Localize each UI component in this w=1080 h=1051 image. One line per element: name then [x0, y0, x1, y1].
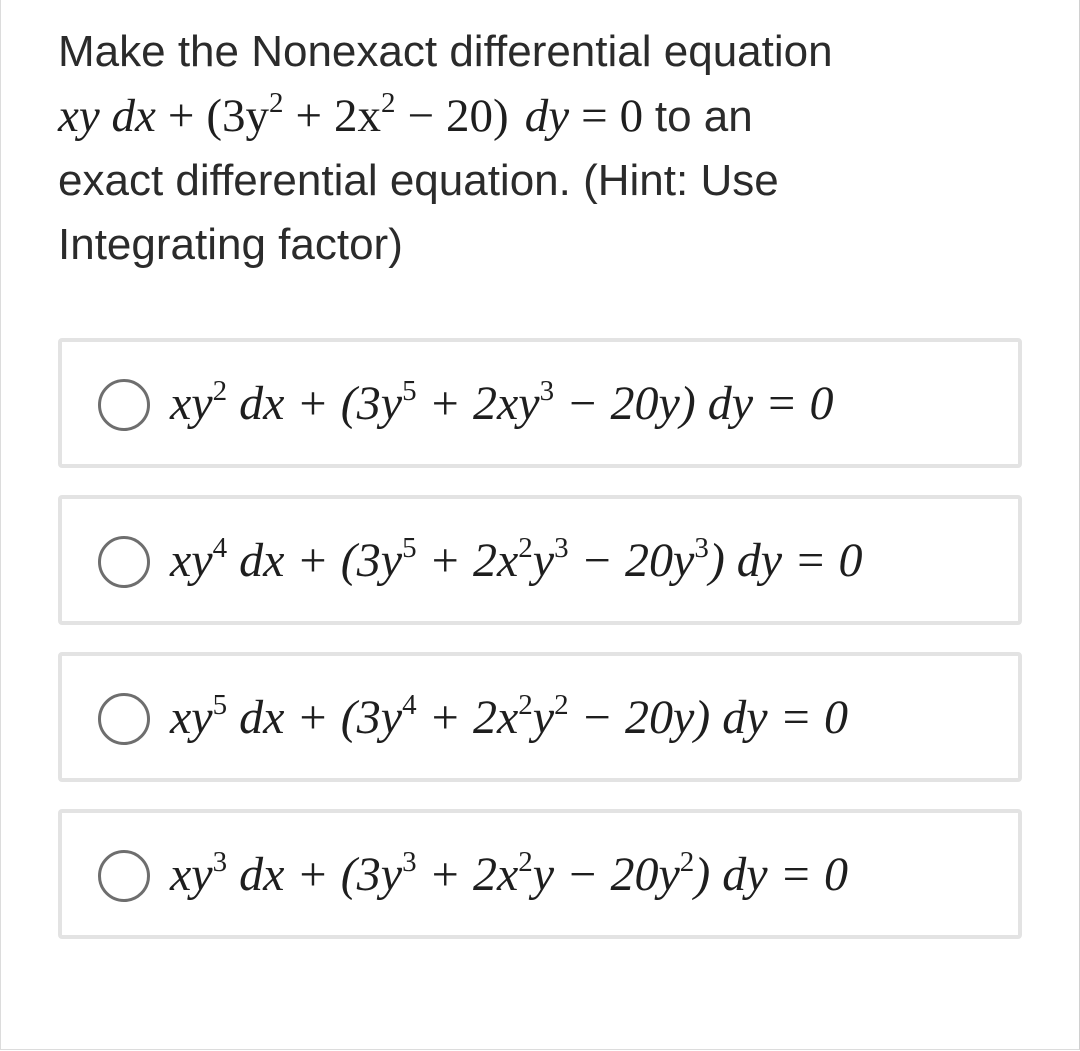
- option-2-equation: $xy^4$ dx + $(3y^5 + 2x^2y^3 - 20y^3)$ dy = 0: [170, 532, 863, 587]
- radio-button-option-2[interactable]: [98, 536, 150, 588]
- question-equation: xy dx + $(3y^2 + 2x^2 - 20)$ dy = 0: [58, 87, 644, 142]
- option-3-equation: $xy^5$ dx + $(3y^4 + 2x^2y^2 - 20y)$ dy = 0: [170, 689, 848, 744]
- answer-option-1[interactable]: [58, 338, 1022, 468]
- answer-options: [58, 338, 1022, 966]
- radio-button-option-1[interactable]: [98, 379, 150, 431]
- radio-button-option-4[interactable]: [98, 850, 150, 902]
- question-line-2-suffix: to an: [654, 92, 753, 141]
- option-1-equation: $xy^2$ dx + $(3y^5 + 2xy^3 - 20y)$ dy = 0: [170, 375, 834, 430]
- answer-option-4[interactable]: [58, 809, 1022, 939]
- answer-option-2[interactable]: [58, 495, 1022, 625]
- option-4-equation: $xy^3$ dx + $(3y^3 + 2x^2y - 20y^2)$ dy = 0: [170, 846, 848, 901]
- question-text: [58, 20, 1018, 277]
- radio-button-option-3[interactable]: [98, 693, 150, 745]
- answer-option-3[interactable]: [58, 652, 1022, 782]
- question-line-3: exact differential equation. (Hint: Use: [58, 156, 779, 205]
- question-line-2: [58, 84, 1018, 149]
- question-line-4: Integrating factor): [58, 220, 403, 269]
- question-line-1: Make the Nonexact differential equation: [58, 27, 833, 76]
